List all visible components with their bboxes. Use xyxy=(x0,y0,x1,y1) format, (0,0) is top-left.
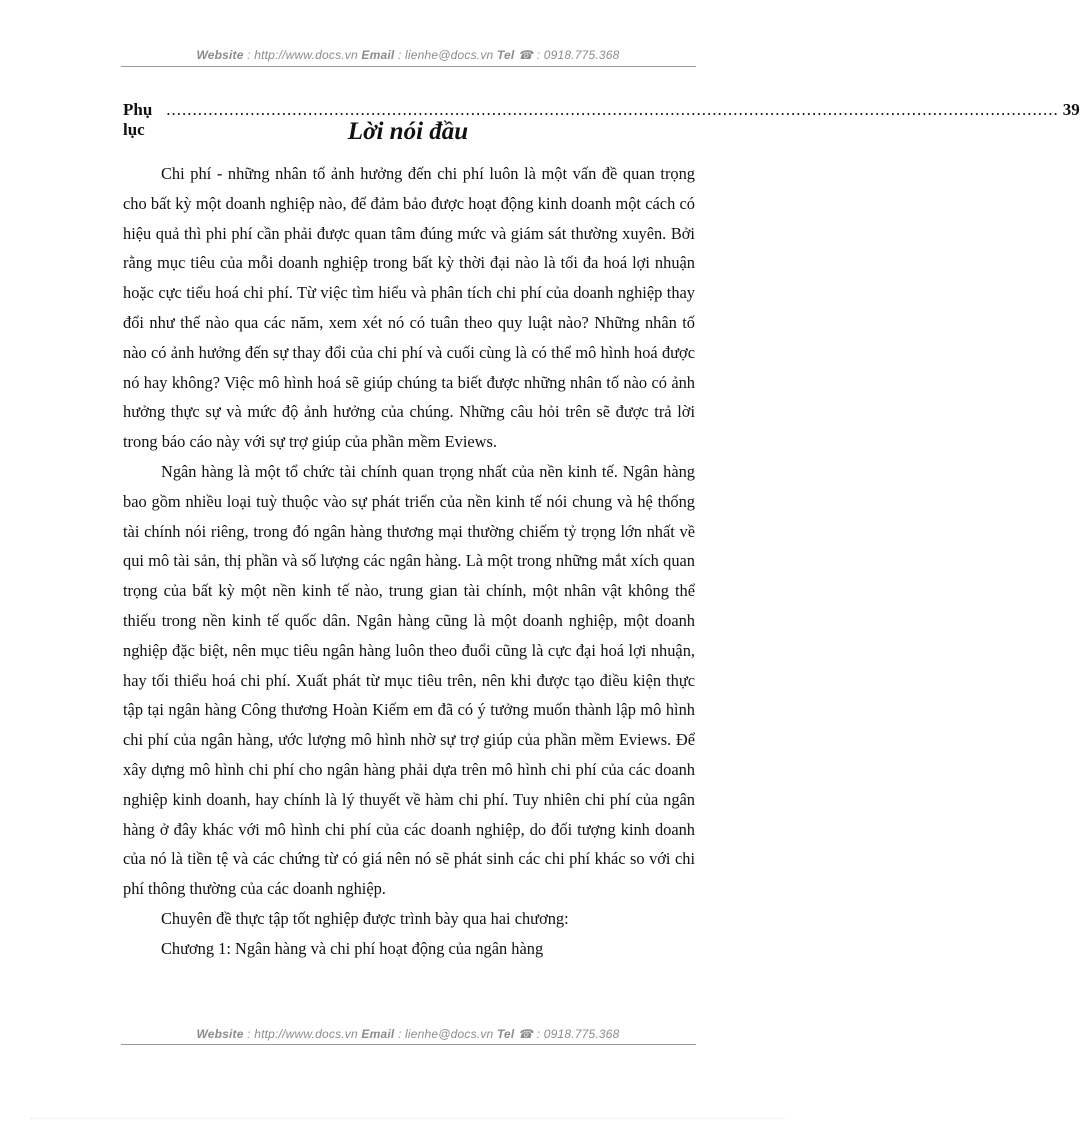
paragraph: Ngân hàng là một tổ chức tài chính quan trọng nhất của nền kinh tế. Ngân hàng bao gồm nhiều loại tuỳ thuộc vào sự phát triển của nền kinh tế nói chung và hệ thống tài chính nói riêng, trong đó ngân hàng thương mại thường chiếm tỷ trọng lớn nhất về qui mô tài sản, thị phần và số lượng các ngân hàng. Là một trong những mắt xích quan trọng của bất kỳ một nền kinh tế nào, trung gian tài chính, một nhân vật không thể thiếu trong nền kinh tế quốc dân. Ngân hàng cũng là một doanh nghiệp, một doanh nghiệp đặc biệt, nên mục tiêu ngân hàng luôn theo đuổi cũng là cực đại hoá lợi nhuận, hay tối thiểu hoá chi phí. Xuất phát từ mục tiêu trên, nên khi được tạo điều kiện thực tập tại ngân hàng Công thương Hoàn Kiếm em đã có ý tưởng muốn thành lập mô hình chi phí của ngân hàng, ước lượng mô hình nhờ sự trợ giúp của phần mềm Eviews. Để xây dựng mô hình chi phí cho ngân hàng phải dựa trên mô hình chi phí của các doanh nghiệp kinh doanh, hay chính là lý thuyết về hàm chi phí. Tuy nhiên chi phí của ngân hàng ở đây khác với mô hình chi phí của các doanh nghiệp, do đối tượng kinh doanh của nó là tiền tệ và các chứng từ có giá nên nó sẽ phát sinh các chi phí khác so với chi phí thông thường của các doanh nghiệp. xyxy=(123,461,695,899)
page-header xyxy=(0,48,816,62)
tel-label: Tel xyxy=(496,48,515,62)
page-bottom-border xyxy=(30,1118,786,1119)
header-divider xyxy=(121,66,696,67)
footer-tel-label: Tel xyxy=(496,1027,515,1041)
body-text xyxy=(123,159,695,964)
paragraph: Chuyên đề thực tập tốt nghiệp được trình bày qua hai chương: xyxy=(161,908,569,928)
toc-leader-dots: .......................................................................................................................................................................... xyxy=(166,100,1059,119)
footer-website-value: : http://www.docs.vn xyxy=(243,1027,362,1041)
email-label: Email xyxy=(361,48,395,62)
footer-email-value: : lienhe@docs.vn xyxy=(394,1027,497,1041)
paragraph: Chương 1: Ngân hàng và chi phí hoạt động của ngân hàng xyxy=(161,938,544,958)
page-footer xyxy=(0,1027,816,1041)
toc-page-number: 39 xyxy=(1062,100,1080,119)
footer-tel-value: ☎ : 0918.775.368 xyxy=(514,1027,620,1041)
tel-value: ☎ : 0918.775.368 xyxy=(514,48,620,62)
page-title: Lời nói đầu xyxy=(347,118,469,145)
toc-label: Phụ lục xyxy=(123,100,153,139)
footer-website-label: Website xyxy=(196,1027,244,1041)
website-label: Website xyxy=(196,48,244,62)
footer-divider xyxy=(121,1044,696,1045)
footer-email-label: Email xyxy=(361,1027,395,1041)
website-value: : http://www.docs.vn xyxy=(243,48,362,62)
paragraph: Chi phí - những nhân tố ảnh hưởng đến chi phí luôn là một vấn đề quan trọng cho bất kỳ một doanh nghiệp nào, để đảm bảo được hoạt động kinh doanh một cách có hiệu quả thì phi phí cần phải được quan tâm đúng mức và giám sát thường xuyên. Bởi rằng mục tiêu của mỗi doanh nghiệp trong bất kỳ thời đại nào là tối đa hoá lợi nhuận hoặc cực tiểu hoá chi phí. Từ việc tìm hiểu và phân tích chi phí của doanh nghiệp thay đổi như thế nào qua các năm, xem xét nó có tuân theo quy luật nào? Những nhân tố nào có ảnh hưởng đến sự thay đổi của chi phí và cuối cùng là có thể mô hình hoá được nó hay không? Việc mô hình hoá sẽ giúp chúng ta biết được những nhân tố nào có ảnh hưởng thực sự và mức độ ảnh hưởng của chúng. Những câu hỏi trên sẽ được trả lời trong báo cáo này với sự trợ giúp của phần mềm Eviews. xyxy=(123,164,695,452)
email-value: : lienhe@docs.vn xyxy=(394,48,497,62)
